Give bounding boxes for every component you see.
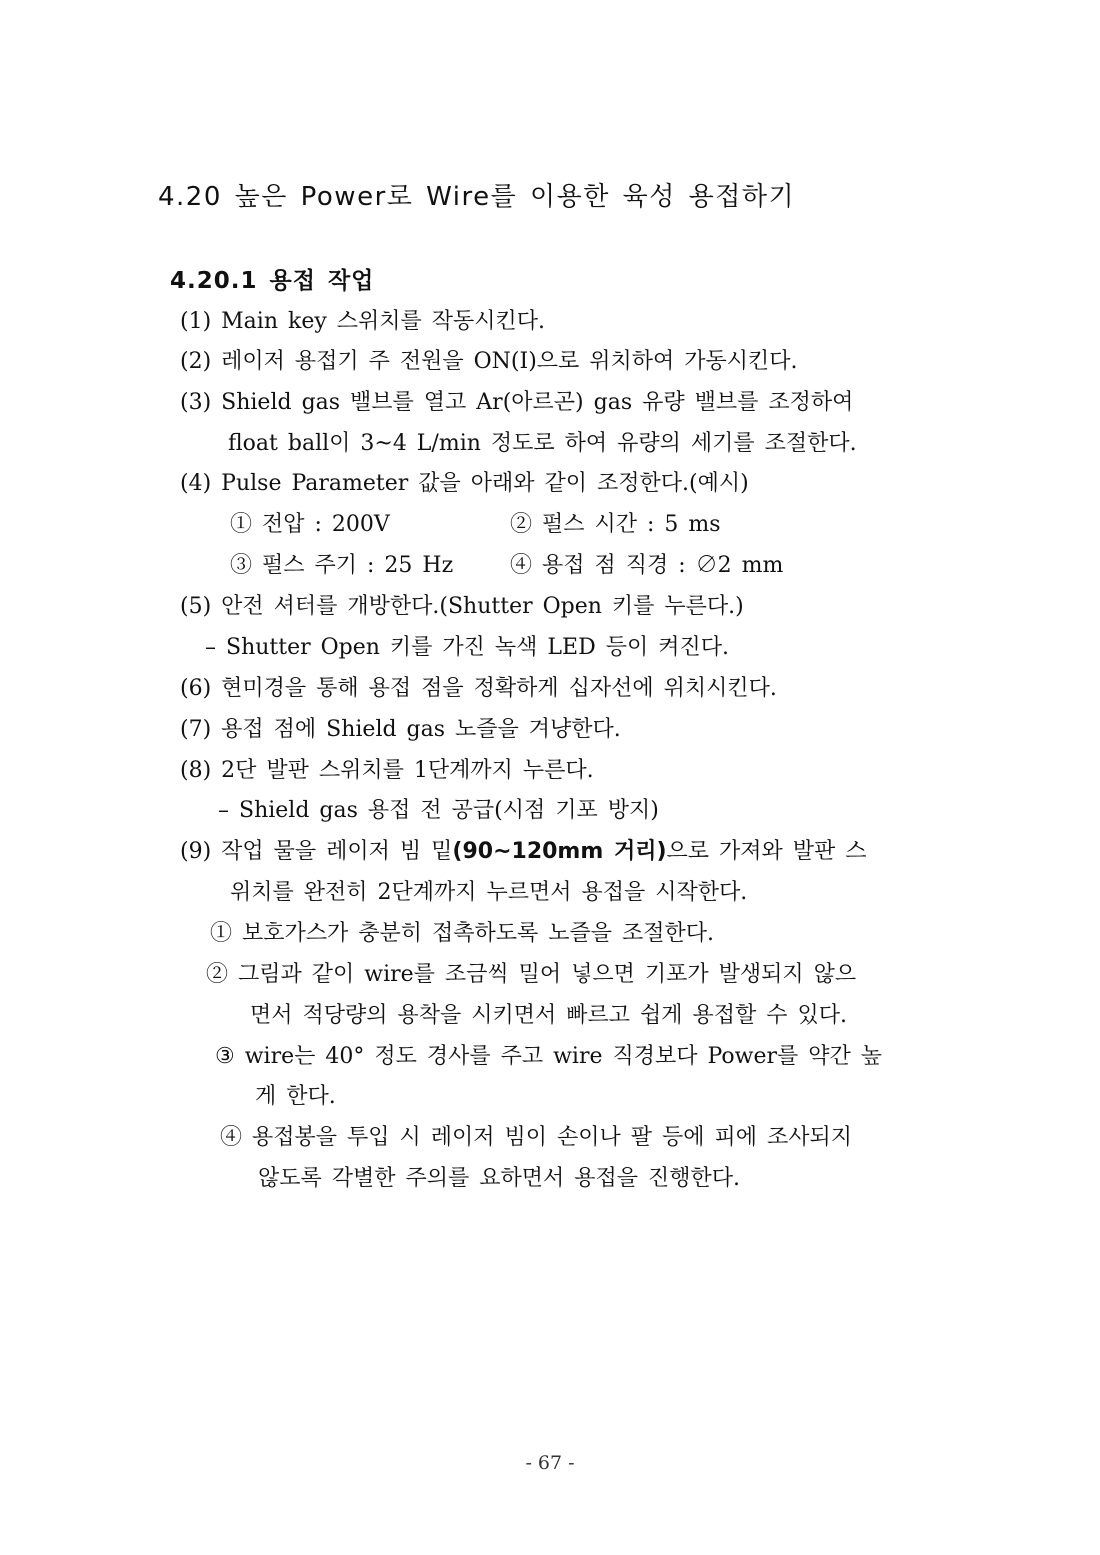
step-9-line-1 — [180, 838, 867, 866]
note-2-line-2: 면서 적당량의 용착을 시키면서 빠르고 쉽게 용접할 수 있다. — [250, 1003, 847, 1028]
step-8: (8) 2단 발판 스위치를 1단계까지 누른다. — [180, 758, 594, 783]
step-5-note: – Shutter Open 키를 가진 녹색 LED 등이 켜진다. — [205, 635, 729, 660]
note-4-line-1: ④ 용접봉을 투입 시 레이저 빔이 손이나 팔 등에 피에 조사되지 — [220, 1125, 852, 1150]
param-voltage: ① 전압 : 200V — [230, 512, 390, 537]
section-heading: 4.20 높은 Power로 Wire를 이용한 육성 용접하기 — [158, 182, 796, 212]
note-3-line-2: 게 한다. — [255, 1084, 336, 1109]
note-2-line-1: ② 그림과 같이 wire를 조금씩 밀어 넣으면 기포가 발생되지 않으 — [206, 962, 857, 987]
step-9-line-2: 위치를 완전히 2단계까지 누르면서 용접을 시작한다. — [230, 880, 748, 905]
step-3-line-1: (3) Shield gas 밸브를 열고 Ar(아르곤) gas 유량 밸브를 조정하여 — [180, 390, 854, 415]
note-3-line-1: ③ wire는 40° 정도 경사를 주고 wire 직경보다 Power를 약간 높 — [215, 1044, 883, 1069]
param-pulse-period: ③ 펄스 주기 : 25 Hz — [230, 553, 454, 578]
step-9-distance-emphasis: (90~120mm 거리) — [452, 839, 667, 864]
step-4: (4) Pulse Parameter 값을 아래와 같이 조정한다.(예시) — [180, 471, 749, 496]
note-4-line-2: 않도록 각별한 주의를 요하면서 용접을 진행한다. — [258, 1166, 741, 1191]
step-8-note: – Shield gas 용접 전 공급(시점 기포 방지) — [218, 798, 659, 823]
page-number: - 67 - — [525, 1452, 575, 1474]
step-9-text-post: 으로 가져와 발판 스 — [666, 839, 867, 864]
step-2: (2) 레이저 용접기 주 전원을 ON(Ⅰ)으로 위치하여 가동시킨다. — [180, 349, 798, 374]
subsection-heading: 4.20.1 용접 작업 — [170, 268, 375, 294]
step-1: (1) Main key 스위치를 작동시킨다. — [180, 309, 546, 334]
param-spot-diameter: ④ 용접 점 직경 : ∅2 mm — [510, 553, 784, 578]
step-9-text-pre: (9) 작업 물을 레이저 빔 밑 — [180, 839, 453, 864]
note-1: ① 보호가스가 충분히 접촉하도록 노즐을 조절한다. — [210, 921, 715, 946]
param-pulse-time: ② 펄스 시간 : 5 ms — [510, 512, 721, 537]
step-3-line-2: float ball이 3~4 L/min 정도로 하여 유량의 세기를 조절한다. — [228, 431, 857, 456]
step-6: (6) 현미경을 통해 용접 점을 정확하게 십자선에 위치시킨다. — [180, 676, 777, 701]
step-7: (7) 용접 점에 Shield gas 노즐을 겨냥한다. — [180, 717, 621, 742]
step-5: (5) 안전 셔터를 개방한다.(Shutter Open 키를 누른다.) — [180, 594, 744, 619]
